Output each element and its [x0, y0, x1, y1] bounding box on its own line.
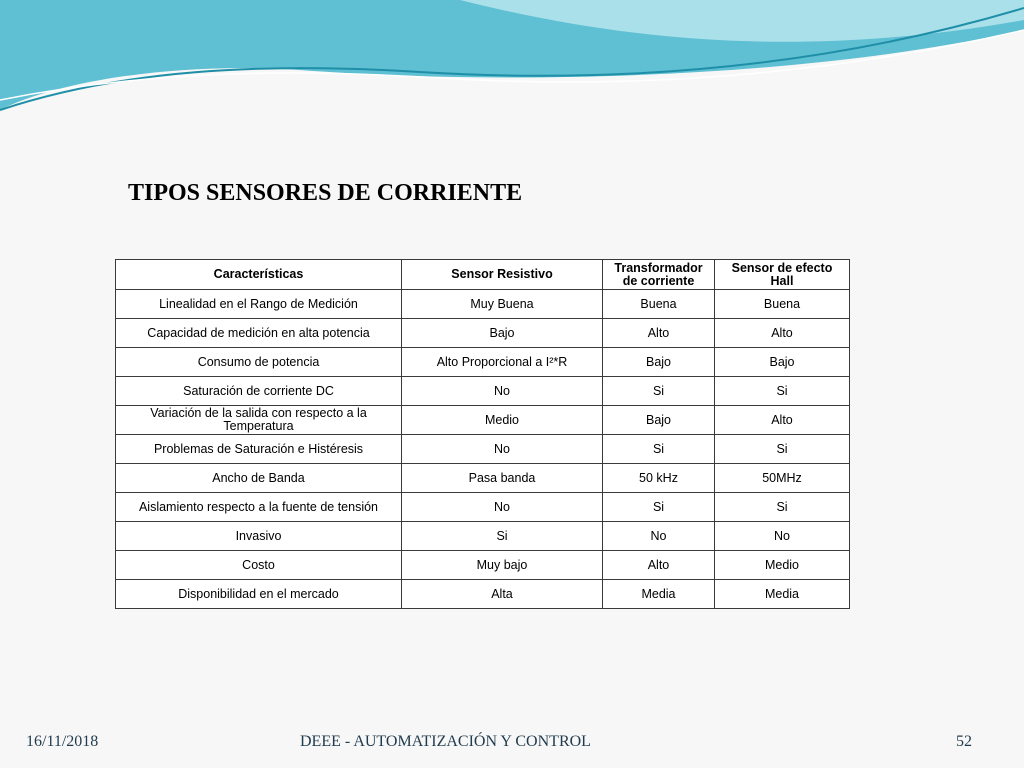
table-cell: Aislamiento respecto a la fuente de tensión	[116, 493, 402, 522]
table-cell: Invasivo	[116, 522, 402, 551]
table-cell: Bajo	[603, 406, 715, 435]
table-cell: Saturación de corriente DC	[116, 377, 402, 406]
table-cell: Problemas de Saturación e Histéresis	[116, 435, 402, 464]
table-cell: Capacidad de medición en alta potencia	[116, 319, 402, 348]
table-cell: Medio	[715, 551, 850, 580]
table-cell: Disponibilidad en el mercado	[116, 580, 402, 609]
table-cell: Si	[715, 435, 850, 464]
header-sensor-resistivo: Sensor Resistivo	[402, 260, 603, 290]
table-cell: Variación de la salida con respecto a la Temperatura	[116, 406, 402, 435]
table-cell: Linealidad en el Rango de Medición	[116, 290, 402, 319]
table-row	[116, 290, 850, 319]
footer-page-number: 52	[956, 733, 972, 750]
table-row	[116, 493, 850, 522]
table-cell: No	[402, 435, 603, 464]
table-cell: Alto Proporcional a I²*R	[402, 348, 603, 377]
table-cell: Consumo de potencia	[116, 348, 402, 377]
table-cell: Ancho de Banda	[116, 464, 402, 493]
table-row	[116, 464, 850, 493]
table-row	[116, 348, 850, 377]
table-cell: Bajo	[715, 348, 850, 377]
table-row	[116, 522, 850, 551]
table-cell: Alto	[603, 551, 715, 580]
slide-title: TIPOS SENSORES DE CORRIENTE	[128, 180, 523, 206]
table-cell: Alto	[715, 319, 850, 348]
table-cell: Medio	[402, 406, 603, 435]
table-cell: Buena	[603, 290, 715, 319]
table-cell: No	[715, 522, 850, 551]
table-cell: Alto	[715, 406, 850, 435]
table-cell: Si	[715, 377, 850, 406]
header-transformador: Transformador de corriente	[603, 260, 715, 290]
table-cell: No	[402, 377, 603, 406]
sensor-comparison-table	[115, 259, 850, 609]
table-row	[116, 551, 850, 580]
table-row	[116, 406, 850, 435]
table-cell: Media	[715, 580, 850, 609]
table-cell: Bajo	[603, 348, 715, 377]
table-body	[116, 290, 850, 609]
table-cell: 50 kHz	[603, 464, 715, 493]
table-cell: Alta	[402, 580, 603, 609]
header-sensor-hall: Sensor de efecto Hall	[715, 260, 850, 290]
table-header-row	[116, 260, 850, 290]
table-cell: Si	[402, 522, 603, 551]
table-cell: Bajo	[402, 319, 603, 348]
table-cell: Muy bajo	[402, 551, 603, 580]
table-cell: Costo	[116, 551, 402, 580]
table-cell: Muy Buena	[402, 290, 603, 319]
table-cell: Alto	[603, 319, 715, 348]
footer-date: 16/11/2018	[26, 733, 99, 750]
table-cell: Media	[603, 580, 715, 609]
table-row	[116, 377, 850, 406]
table-cell: No	[603, 522, 715, 551]
table-row	[116, 580, 850, 609]
footer-course: DEEE - AUTOMATIZACIÓN Y CONTROL	[300, 733, 591, 750]
table-row	[116, 319, 850, 348]
table-cell: Pasa banda	[402, 464, 603, 493]
table-cell: 50MHz	[715, 464, 850, 493]
table-row	[116, 435, 850, 464]
table-cell: Si	[603, 493, 715, 522]
header-caracteristicas: Características	[116, 260, 402, 290]
table-cell: Si	[715, 493, 850, 522]
table-cell: No	[402, 493, 603, 522]
table-cell: Buena	[715, 290, 850, 319]
table-cell: Si	[603, 377, 715, 406]
header-wave-decoration	[0, 0, 1024, 130]
table-cell: Si	[603, 435, 715, 464]
